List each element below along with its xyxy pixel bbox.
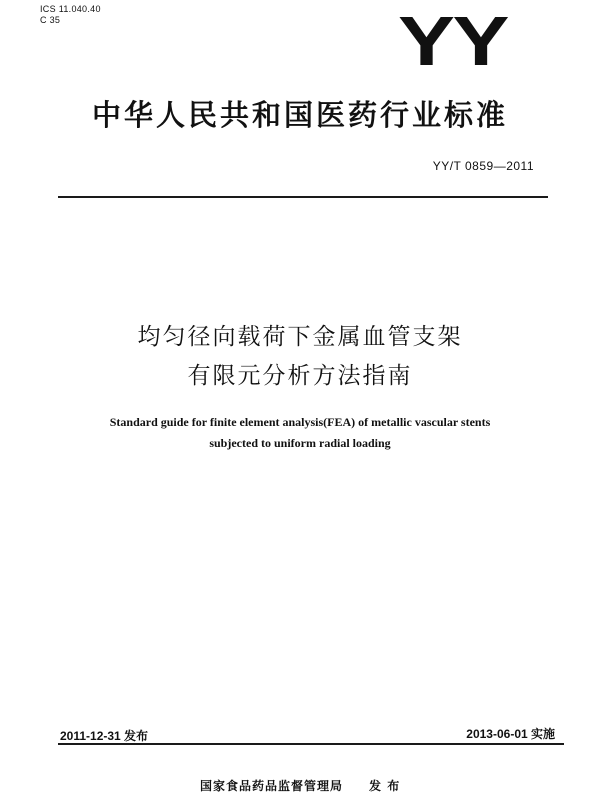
title-cn-line2: 有限元分析方法指南 xyxy=(187,363,413,389)
title-cn-line1: 均匀径向载荷下金属血管支架 xyxy=(137,324,463,350)
ccs-code: C 35 xyxy=(40,15,61,25)
title-en-line2: subjected to uniform radial loading xyxy=(209,436,391,450)
standard-body-heading: 中华人民共和国医药行业标准 xyxy=(91,98,508,132)
standard-number: YY/T 0859—2011 xyxy=(432,159,534,173)
classification-codes xyxy=(40,4,101,26)
ics-code: ICS 11.040.40 xyxy=(40,4,101,14)
issuer-action: 发 布 xyxy=(369,779,401,793)
title-en-line1: Standard guide for finite element analysis(FEA) of metallic vascular stents xyxy=(109,415,491,429)
header-divider xyxy=(58,196,548,198)
issuer-name: 国家食品药品监督管理局 xyxy=(200,779,344,793)
implementation-date: 2013-06-01 实施 xyxy=(466,727,555,741)
issuer-line xyxy=(200,777,400,794)
footer-divider xyxy=(58,743,564,745)
issue-date: 2011-12-31 发布 xyxy=(60,729,149,743)
yy-logo: YY xyxy=(398,2,508,80)
